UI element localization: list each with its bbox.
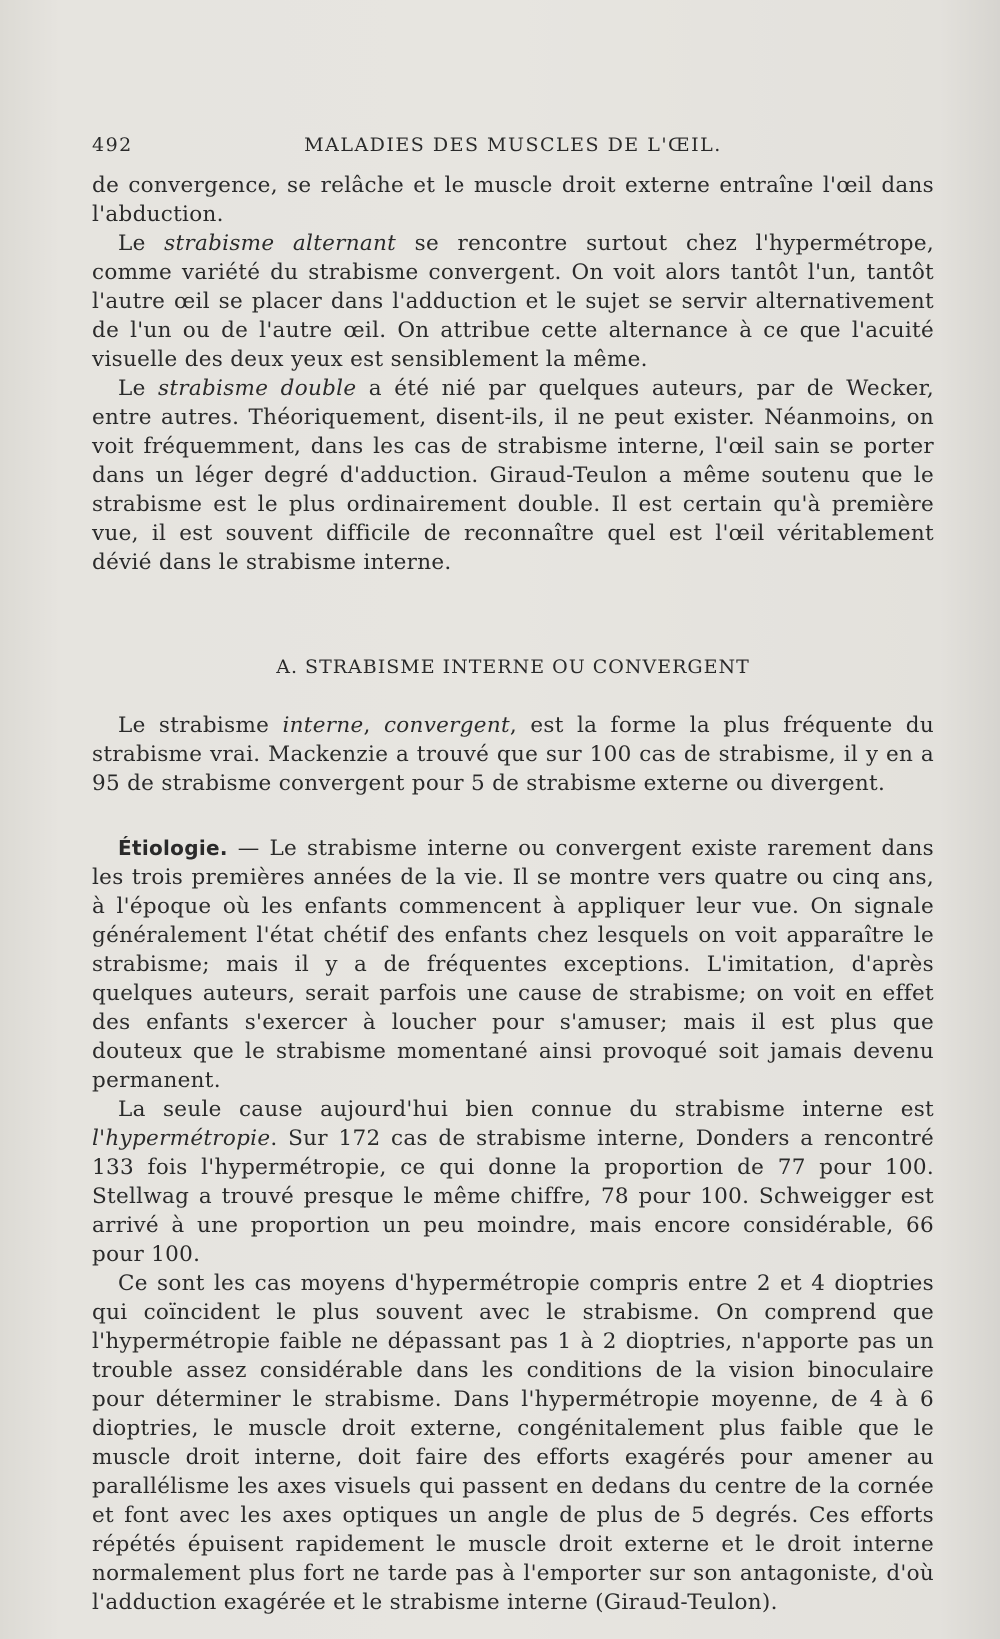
paragraph-etiologie: [92, 834, 934, 1095]
paragraph-hypermetropie: [92, 1095, 934, 1269]
emphasis-term: strabisme alternant: [164, 231, 397, 256]
emphasis-term: convergent: [383, 713, 510, 738]
page-number: 492: [92, 134, 133, 156]
paragraph-definition: [92, 711, 934, 798]
text-run: Le: [118, 376, 158, 401]
text-run: , est la forme la plus fréquente du strabisme vrai. Mackenzie a trouvé que sur 100 cas de strabisme, il y en a 95 de strabisme convergent pour 5 de strabisme externe ou divergent.: [92, 713, 934, 796]
text-run: se rencontre surtout chez l'hypermétrope, comme variété du strabisme convergent. On voit alors tantôt l'un, tantôt l'autre œil se placer dans l'adduction et le sujet se servir alternativement de l'un ou de l'autre œil. On attribue cette alternance à ce que l'acuité visuelle des deux yeux est sensiblement la même.: [92, 231, 934, 372]
text-run: . Sur 172 cas de strabisme interne, Donders a rencontré 133 fois l'hypermétropie, ce qui donne la proportion de 77 pour 100. Stellwag a trouvé presque le même chiffre, 78 pour 100. Schweigger est arrivé à une proportion un peu moindre, mais encore considérable, 66 pour 100.: [92, 1126, 934, 1267]
emphasis-term: l'hypermétropie: [92, 1126, 271, 1151]
paragraph-continuation: de convergence, se relâche et le muscle droit externe entraîne l'œil dans l'abduction.: [92, 173, 934, 227]
running-head: [92, 134, 934, 164]
paragraph-dioptries: Ce sont les cas moyens d'hypermétropie compris entre 2 et 4 dioptries qui coïncident le plus souvent avec le strabisme. On comprend que l'hypermétropie faible ne dépassant pas 1 à 2 dioptries, n'apporte pas un trouble assez considérable dans les conditions de la vision binoculaire pour déterminer le strabisme. Dans l'hypermétropie moyenne, de 4 à 6 dioptries, le muscle droit externe, congénitalement plus faible que le muscle droit interne, doit faire des efforts exagérés pour amener au parallélisme les axes visuels qui passent en dedans du centre de la cornée et font avec les axes optiques un angle de plus de 5 degrés. Ces efforts répétés épuisent rapidement le muscle droit externe et le droit interne normalement plus fort ne tarde pas à l'emporter sur son antagoniste, d'où l'adduction exagérée et le strabisme interne (Giraud-Teulon).: [92, 1271, 934, 1615]
running-title: MALADIES DES MUSCLES DE L'ŒIL.: [304, 134, 722, 156]
run-in-heading: Étiologie.: [118, 836, 228, 860]
paragraph-strabisme-double: [92, 374, 934, 577]
text-run: Le strabisme: [118, 713, 283, 738]
emphasis-term: strabisme double: [158, 376, 357, 401]
section-heading: A. STRABISME INTERNE OU CONVERGENT: [276, 656, 750, 678]
text-run: Le: [118, 231, 165, 256]
text-run: — Le strabisme interne ou convergent existe rarement dans les trois premières années de la vie. Il se montre vers quatre ou cinq ans, à l'époque où les enfants commencent à appliquer leur vue. On signale généralement l'état chétif des enfants chez lesquels on voit apparaître le strabisme; mais il y a de fréquentes exceptions. L'imitation, d'après quelques auteurs, serait parfois une cause de strabisme; on voit en effet des enfants s'exercer à loucher pour s'amuser; mais il est plus que douteux que le strabisme momentané ainsi provoqué soit jamais devenu permanent.: [92, 836, 934, 1093]
text-run: a été nié par quelques auteurs, par de Wecker, entre autres. Théoriquement, disent-ils, il ne peut exister. Néanmoins, on voit fréquemment, dans les cas de strabisme interne, l'œil sain se porter dans un léger degré d'adduction. Giraud-Teulon a même soutenu que le strabisme est le plus ordinairement double. Il est certain qu'à première vue, il est souvent difficile de reconnaître quel est l'œil véritablement dévié dans le strabisme interne.: [92, 376, 934, 575]
bottom-text-block: [92, 834, 934, 1617]
middle-text-block: [92, 711, 934, 798]
emphasis-term: interne: [282, 713, 364, 738]
text-run: ,: [363, 713, 384, 738]
paragraph-strabisme-alternant: [92, 229, 934, 374]
text-run: La seule cause aujourd'hui bien connue du strabisme interne est: [118, 1097, 934, 1122]
top-text-block: [92, 171, 934, 577]
